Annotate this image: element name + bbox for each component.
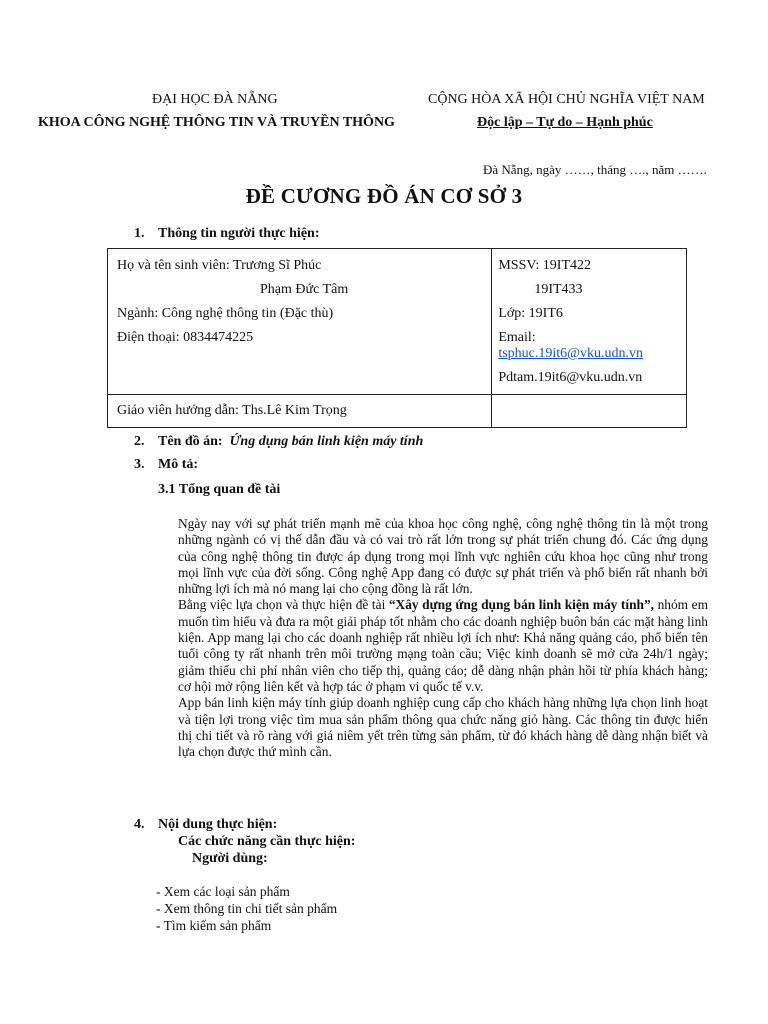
email-2: Pdtam.19it6@vku.udn.vn [498,370,643,385]
national-motto: Độc lập – Tự do – Hạnh phúc [477,115,653,130]
university-name: ĐẠI HỌC ĐÀ NẴNG [152,92,278,107]
empty-cell [492,395,687,428]
overview-paragraph-2 [178,597,708,695]
phone-line: Điện thoại: 0834474225 [117,330,254,345]
section-1-heading [134,226,319,242]
major-line: Ngành: Công nghệ thông tin (Đặc thù) [117,306,334,321]
functions-heading: Các chức năng cần thực hiện: [178,834,356,849]
paragraph-2-body: nhóm em muốn tìm hiểu và đưa ra một giải pháp tốt nhằm cho các doanh nghiệp buôn bán các mặt hàng linh kiện. App mang lại cho các doanh nghiệp rất nhiều lợi ích như: Khả năng quảng cáo, phổ biến tên tuổi công ty rất nhanh trên môi trường mạng toàn cầu; Việc kinh doanh sẽ mở cửa 24h/1 ngày; giảm thiểu chi phí nhân viên cho tiếp thị, quảng cáo; dễ dàng nhận phản hồi từ phía khách hàng; cơ hội mở rộng liên kết và hợp tác ở phạm vi quốc tế v.v. [178,597,709,694]
section-3-heading [134,457,198,473]
section-2-label: Tên đồ án: [158,434,223,449]
mssv-1: MSSV: 19IT422 [498,258,592,273]
paragraph-2-title: “Xây dựng ứng dụng bán linh kiện máy tính”, [388,597,655,613]
student-2-name: Phạm Đức Tâm [260,282,349,297]
section-3-label: Mô tả: [158,457,199,472]
email-link-1[interactable]: tsphuc.19it6@vku.udn.vn [498,346,644,361]
overview-paragraph-1: Ngày nay với sự phát triển mạnh mẽ của khoa học công nghệ, công nghệ thông tin là một trong những ngành có vị thế dẫn đầu và có vai trò rất lớn trong sự phát triển chung đó. Các ứng dụng của công nghệ thông tin được áp dụng trong mọi lĩnh vực nghiên cứu khoa học cũng như trong mọi lĩnh vực của đời sống. Công nghệ App đang có được sự phát triển và phổ biến rất nhanh bởi những lợi ích mà nó mang lại cho cộng đồng là rất lớn. [178,516,708,597]
section-1-label: Thông tin người thực hiện: [158,226,320,241]
section-1-number: 1. [134,226,145,241]
advisor-cell [108,395,492,428]
subsection-3-1-heading: 3.1 Tổng quan đề tài [158,482,281,497]
country-name: CỘNG HÒA XÃ HỘI CHỦ NGHĨA VIỆT NAM [428,92,705,107]
advisor-line: Giáo viên hướng dẫn: Ths.Lê Kim Trọng [117,403,347,418]
student-info-table [107,248,687,428]
section-2-heading [134,434,423,450]
overview-text [178,516,708,760]
class-line: Lớp: 19IT6 [498,306,563,321]
mssv-2: 19IT433 [534,282,583,297]
project-name: Ứng dụng bán linh kiện máy tính [229,434,424,449]
section-2-number: 2. [134,434,145,449]
user-function-item: - Xem các loại sản phẩm [156,884,290,899]
section-4-heading [134,817,277,833]
document-title: ĐỀ CƯƠNG ĐỒ ÁN CƠ SỞ 3 [245,184,523,208]
dateline: Đà Nẵng, ngày ……, tháng …., năm ……. [483,162,707,177]
student-info-cell [108,249,492,395]
user-function-item: - Tìm kiếm sản phẩm [156,918,272,933]
section-4-label: Nội dung thực hiện: [158,817,278,832]
email-label: Email: [498,330,536,345]
user-heading: Người dùng: [192,851,268,866]
faculty-name: KHOA CÔNG NGHỆ THÔNG TIN VÀ TRUYỀN THÔNG [38,115,395,130]
students-line: Họ và tên sinh viên: Trương Sĩ Phúc [117,258,322,273]
overview-paragraph-3: App bán linh kiện máy tính giúp doanh nghiệp cung cấp cho khách hàng những lựa chọn linh hoạt và tiện lợi trong việc tìm mua sản phẩm thông qua chức năng giỏ hàng. Các thông tin được hiển thị chi tiết và rõ ràng với giá niêm yết trên từng sản phẩm, từ đó khách hàng dễ dàng nhận biết và lựa chọn được thứ mình cần. [178,695,708,760]
user-function-item: - Xem thông tin chi tiết sản phẩm [156,901,338,916]
student-id-cell [492,249,687,395]
section-3-number: 3. [134,457,145,472]
section-4-number: 4. [134,817,145,832]
paragraph-2-intro: Bằng việc lựa chọn và thực hiện đề tài [178,597,389,613]
